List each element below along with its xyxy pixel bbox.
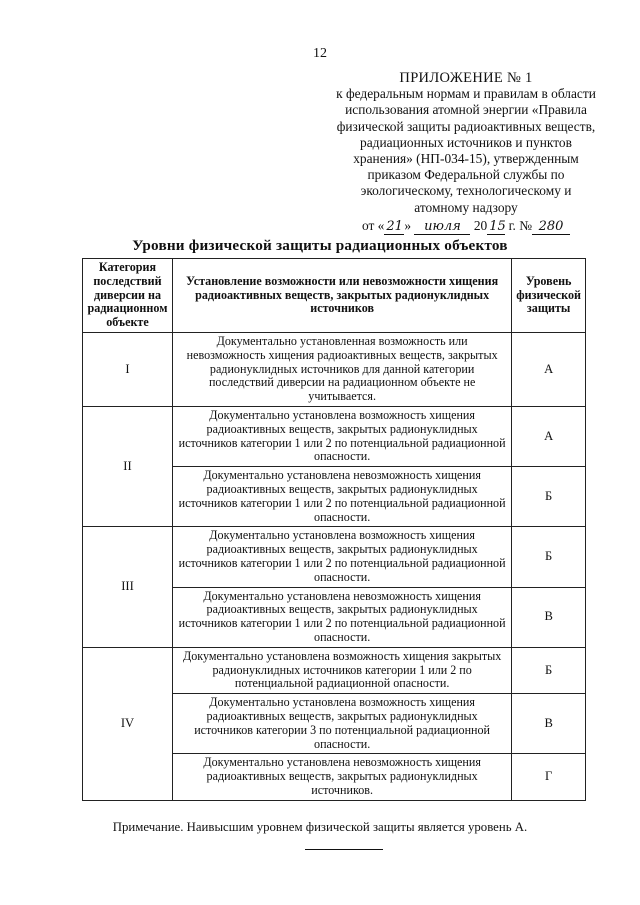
- level-cell: В: [512, 694, 586, 754]
- order-year-unit: г. №: [508, 217, 533, 233]
- appendix-line: экологическому, технологическому и: [360, 183, 572, 199]
- level-cell: Б: [512, 647, 586, 693]
- table-header-row: [83, 259, 586, 333]
- table-row: [83, 406, 586, 466]
- category-cell: I: [83, 333, 173, 407]
- description-cell: Документально установлена невозможность хищения радиоактивных веществ, закрытых радионуклидных источников.: [172, 754, 511, 800]
- header-description: Установление возможности или невозможности хищения радиоактивных веществ, закрытых радионуклидных источников: [172, 259, 511, 333]
- order-month: июля: [414, 220, 470, 235]
- level-cell: В: [512, 587, 586, 647]
- protection-levels-table: [82, 258, 586, 801]
- level-cell: Б: [512, 467, 586, 527]
- order-number: 280: [532, 220, 570, 235]
- table-row: [83, 527, 586, 587]
- divider: [305, 849, 383, 850]
- category-cell: III: [83, 527, 173, 647]
- category-cell: IV: [83, 647, 173, 800]
- level-cell: А: [512, 333, 586, 407]
- appendix-line: хранения» (НП-034-15), утвержденным: [353, 151, 579, 167]
- document-title: Уровни физической защиты радиационных объектов: [132, 237, 508, 254]
- appendix-title: ПРИЛОЖЕНИЕ № 1: [399, 70, 533, 86]
- appendix-block: [330, 70, 602, 235]
- table-row: [83, 647, 586, 693]
- description-cell: Документально установленная возможность или невозможность хищения радиоактивных веществ, закрытых радионуклидных источников для данной категории последствий диверсии на радиационном объекте не учитывается.: [172, 333, 511, 407]
- appendix-line: радиационных источников и пунктов: [360, 134, 572, 150]
- order-date-line: [330, 218, 602, 235]
- description-cell: Документально установлена возможность хищения радиоактивных веществ, закрытых радионуклидных источников категории 3 по потенциальной радиационной опасности.: [172, 694, 511, 754]
- order-year-prefix: 20: [473, 217, 488, 233]
- order-day: 21: [386, 218, 403, 234]
- header-level: Уровень физической защиты: [512, 259, 586, 333]
- description-cell: Документально установлена возможность хищения закрытых радионуклидных источников категории 1 или 2 по потенциальной радиационной опасности.: [172, 647, 511, 693]
- description-cell: Документально установлена возможность хищения радиоактивных веществ, закрытых радионуклидных источников категории 1 или 2 по потенциальной радиационной опасности.: [172, 527, 511, 587]
- level-cell: А: [512, 406, 586, 466]
- appendix-line: физической защиты радиоактивных веществ,: [336, 118, 596, 134]
- page-number: 12: [313, 46, 327, 61]
- category-cell: II: [83, 406, 173, 526]
- footnote: Примечание. Наивысшим уровнем физической защиты является уровень А.: [112, 820, 528, 834]
- level-cell: Б: [512, 527, 586, 587]
- order-mid: »: [404, 217, 412, 233]
- appendix-line: атомному надзору: [414, 199, 518, 215]
- header-category: Категория последствий диверсии на радиационном объекте: [83, 259, 173, 333]
- appendix-line: приказом Федеральной службы по: [367, 167, 565, 183]
- table-row: [83, 333, 586, 407]
- description-cell: Документально установлена невозможность хищения радиоактивных веществ, закрытых радионуклидных источников категории 1 или 2 по потенциальной радиационной опасности.: [172, 467, 511, 527]
- description-cell: Документально установлена возможность хищения радиоактивных веществ, закрытых радионуклидных источников категории 1 или 2 по потенциальной радиационной опасности.: [172, 406, 511, 466]
- appendix-line: использования атомной энергии «Правила: [345, 102, 587, 118]
- level-cell: Г: [512, 754, 586, 800]
- description-cell: Документально установлена невозможность хищения радиоактивных веществ, закрытых радионуклидных источников категории 1 или 2 по потенциальной радиационной опасности.: [172, 587, 511, 647]
- appendix-line: к федеральным нормам и правилам в области: [336, 86, 596, 102]
- order-prefix: от «: [361, 217, 385, 233]
- order-year-suffix: 15: [489, 218, 506, 234]
